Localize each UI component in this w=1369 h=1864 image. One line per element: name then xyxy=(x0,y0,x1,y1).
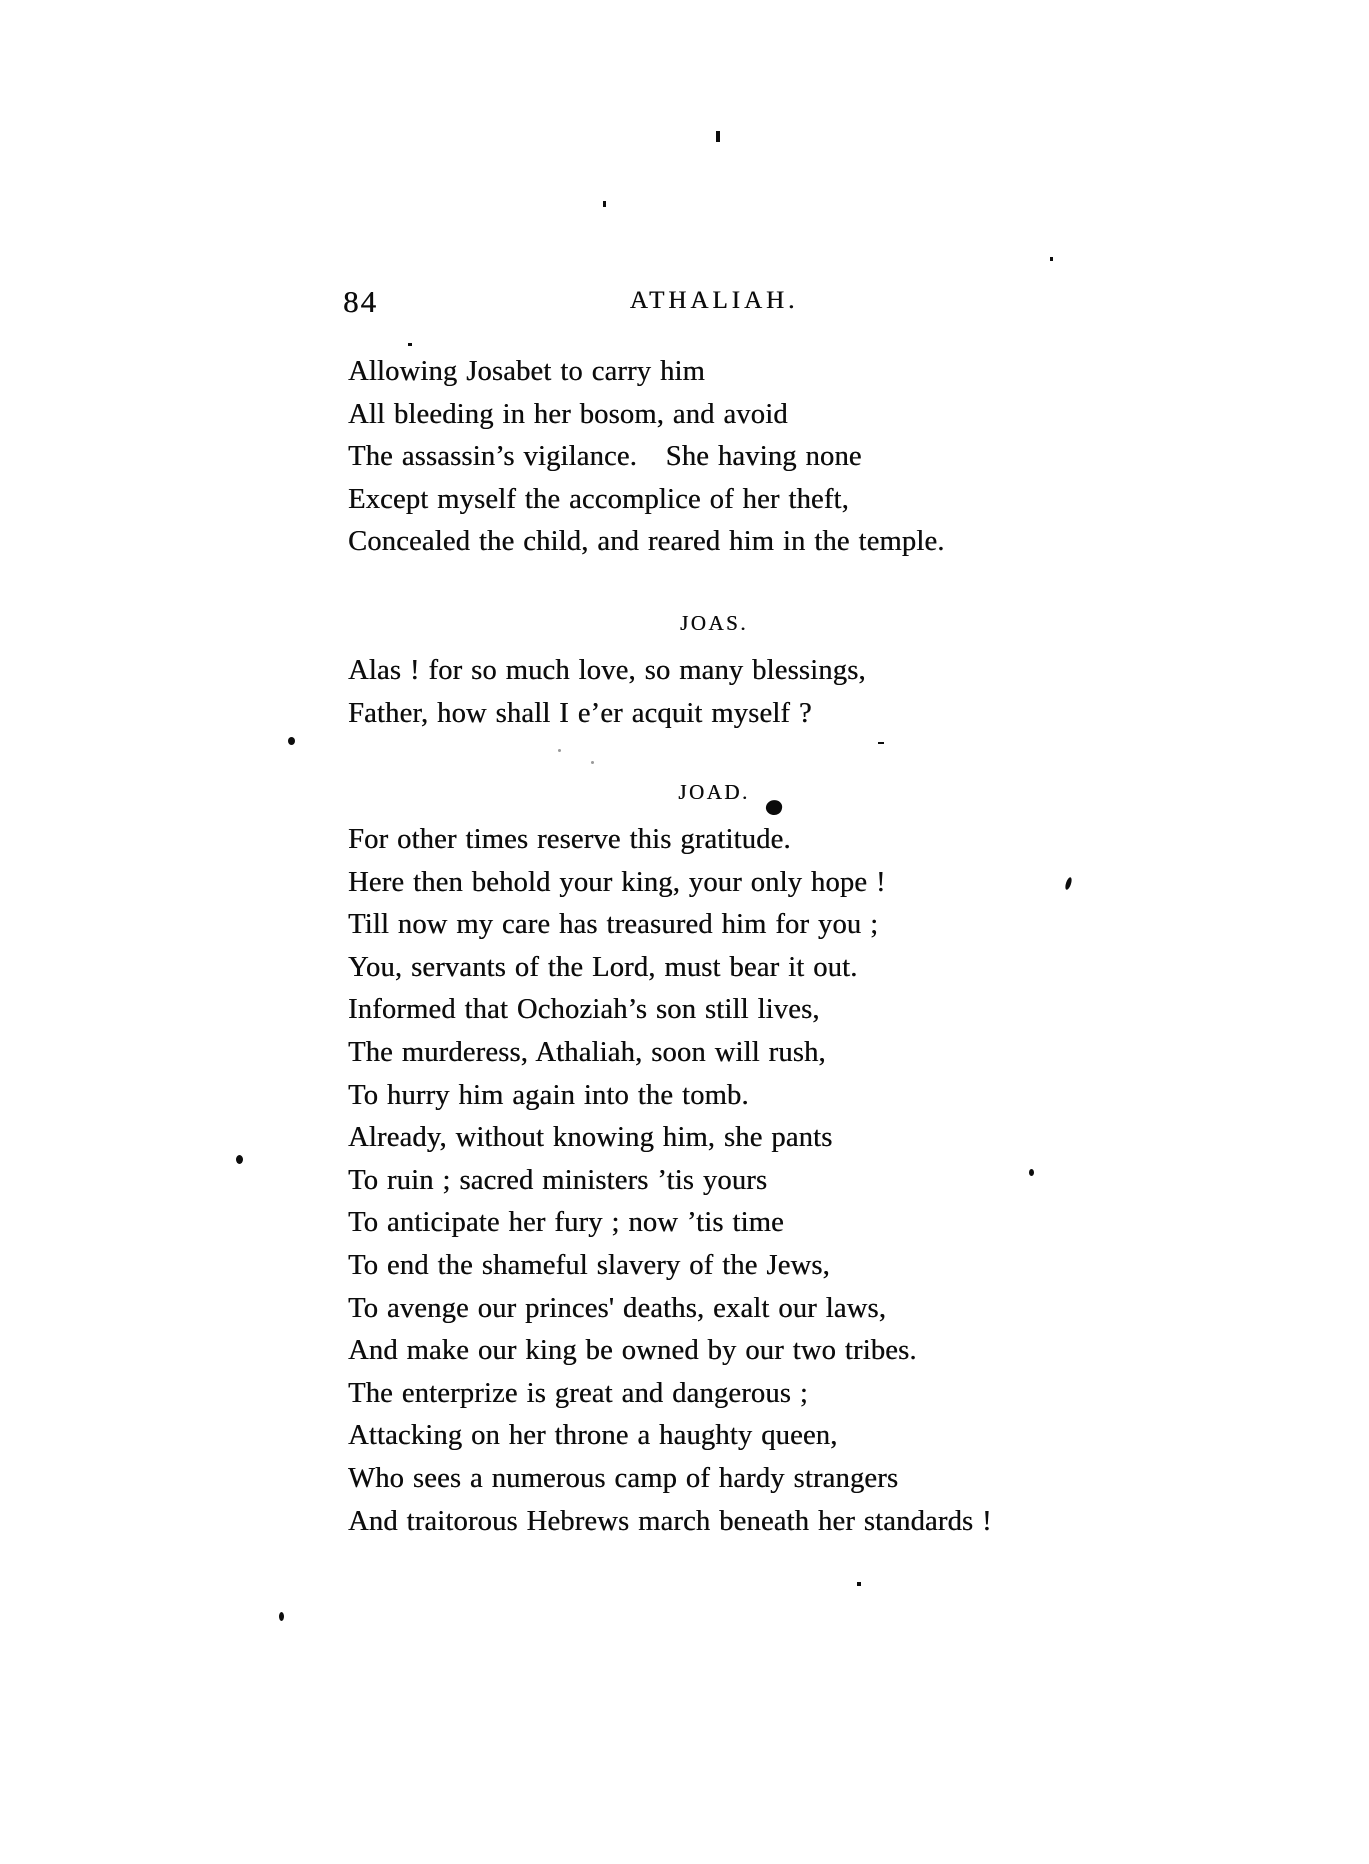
ink-speck xyxy=(408,343,412,346)
verse-line: Concealed the child, and reared him in the temple. xyxy=(348,526,945,558)
verse-line: To anticipate her fury ; now ’tis time xyxy=(348,1207,784,1239)
verse-line: Till now my care has treasured him for you ; xyxy=(348,909,879,941)
ink-speck xyxy=(716,131,720,142)
verse-line: The enterprize is great and dangerous ; xyxy=(348,1377,808,1409)
ink-speck xyxy=(279,1612,284,1621)
verse-line: The assassin’s vigilance. She having none xyxy=(348,441,862,473)
verse-line: And traitorous Hebrews march beneath her standards ! xyxy=(348,1505,992,1537)
speaker-label-joad: JOAD. xyxy=(678,780,750,804)
ink-speck xyxy=(1029,1169,1034,1176)
ink-speck xyxy=(236,1155,243,1164)
ink-speck xyxy=(288,737,295,745)
verse-line: To hurry him again into the tomb. xyxy=(348,1079,749,1111)
speech-joas xyxy=(348,650,1080,735)
running-title: ATHALIAH. xyxy=(629,287,799,314)
verse-line: Here then behold your king, your only hope ! xyxy=(348,866,886,898)
verse-continuation xyxy=(348,351,1080,564)
verse-line: Already, without knowing him, she pants xyxy=(348,1122,833,1154)
verse-line: All bleeding in her bosom, and avoid xyxy=(348,398,788,430)
verse-line: The murderess, Athaliah, soon will rush, xyxy=(348,1036,826,1068)
ink-speck xyxy=(591,761,594,764)
speech-joad xyxy=(348,819,1080,1543)
ink-speck xyxy=(558,749,561,752)
ink-speck xyxy=(1050,257,1053,261)
verse-line: Except myself the accomplice of her theft, xyxy=(348,483,849,515)
verse-line: Attacking on her throne a haughty queen, xyxy=(348,1420,838,1452)
page-number: 84 xyxy=(343,284,378,319)
verse-line: Who sees a numerous camp of hardy strangers xyxy=(348,1462,899,1494)
verse-line: You, servants of the Lord, must bear it out. xyxy=(348,951,858,983)
verse-line: To end the shameful slavery of the Jews, xyxy=(348,1249,830,1281)
verse-line: To ruin ; sacred ministers ’tis yours xyxy=(348,1164,768,1196)
verse-line: Alas ! for so much love, so many blessings, xyxy=(348,655,866,686)
verse-line: Father, how shall I e’er acquit myself ? xyxy=(348,697,812,729)
ink-speck xyxy=(857,1582,861,1586)
verse-line: Informed that Ochoziah’s son still lives, xyxy=(348,994,820,1026)
verse-line: For other times reserve this gratitude. xyxy=(348,824,791,855)
speaker-label-joas: JOAS. xyxy=(680,611,748,635)
verse-line: And make our king be owned by our two tribes. xyxy=(348,1335,917,1367)
ink-speck xyxy=(603,201,606,207)
verse-line: Allowing Josabet to carry him xyxy=(348,356,705,387)
verse-line: To avenge our princes' deaths, exalt our laws, xyxy=(348,1292,887,1324)
ink-speck xyxy=(878,742,884,744)
